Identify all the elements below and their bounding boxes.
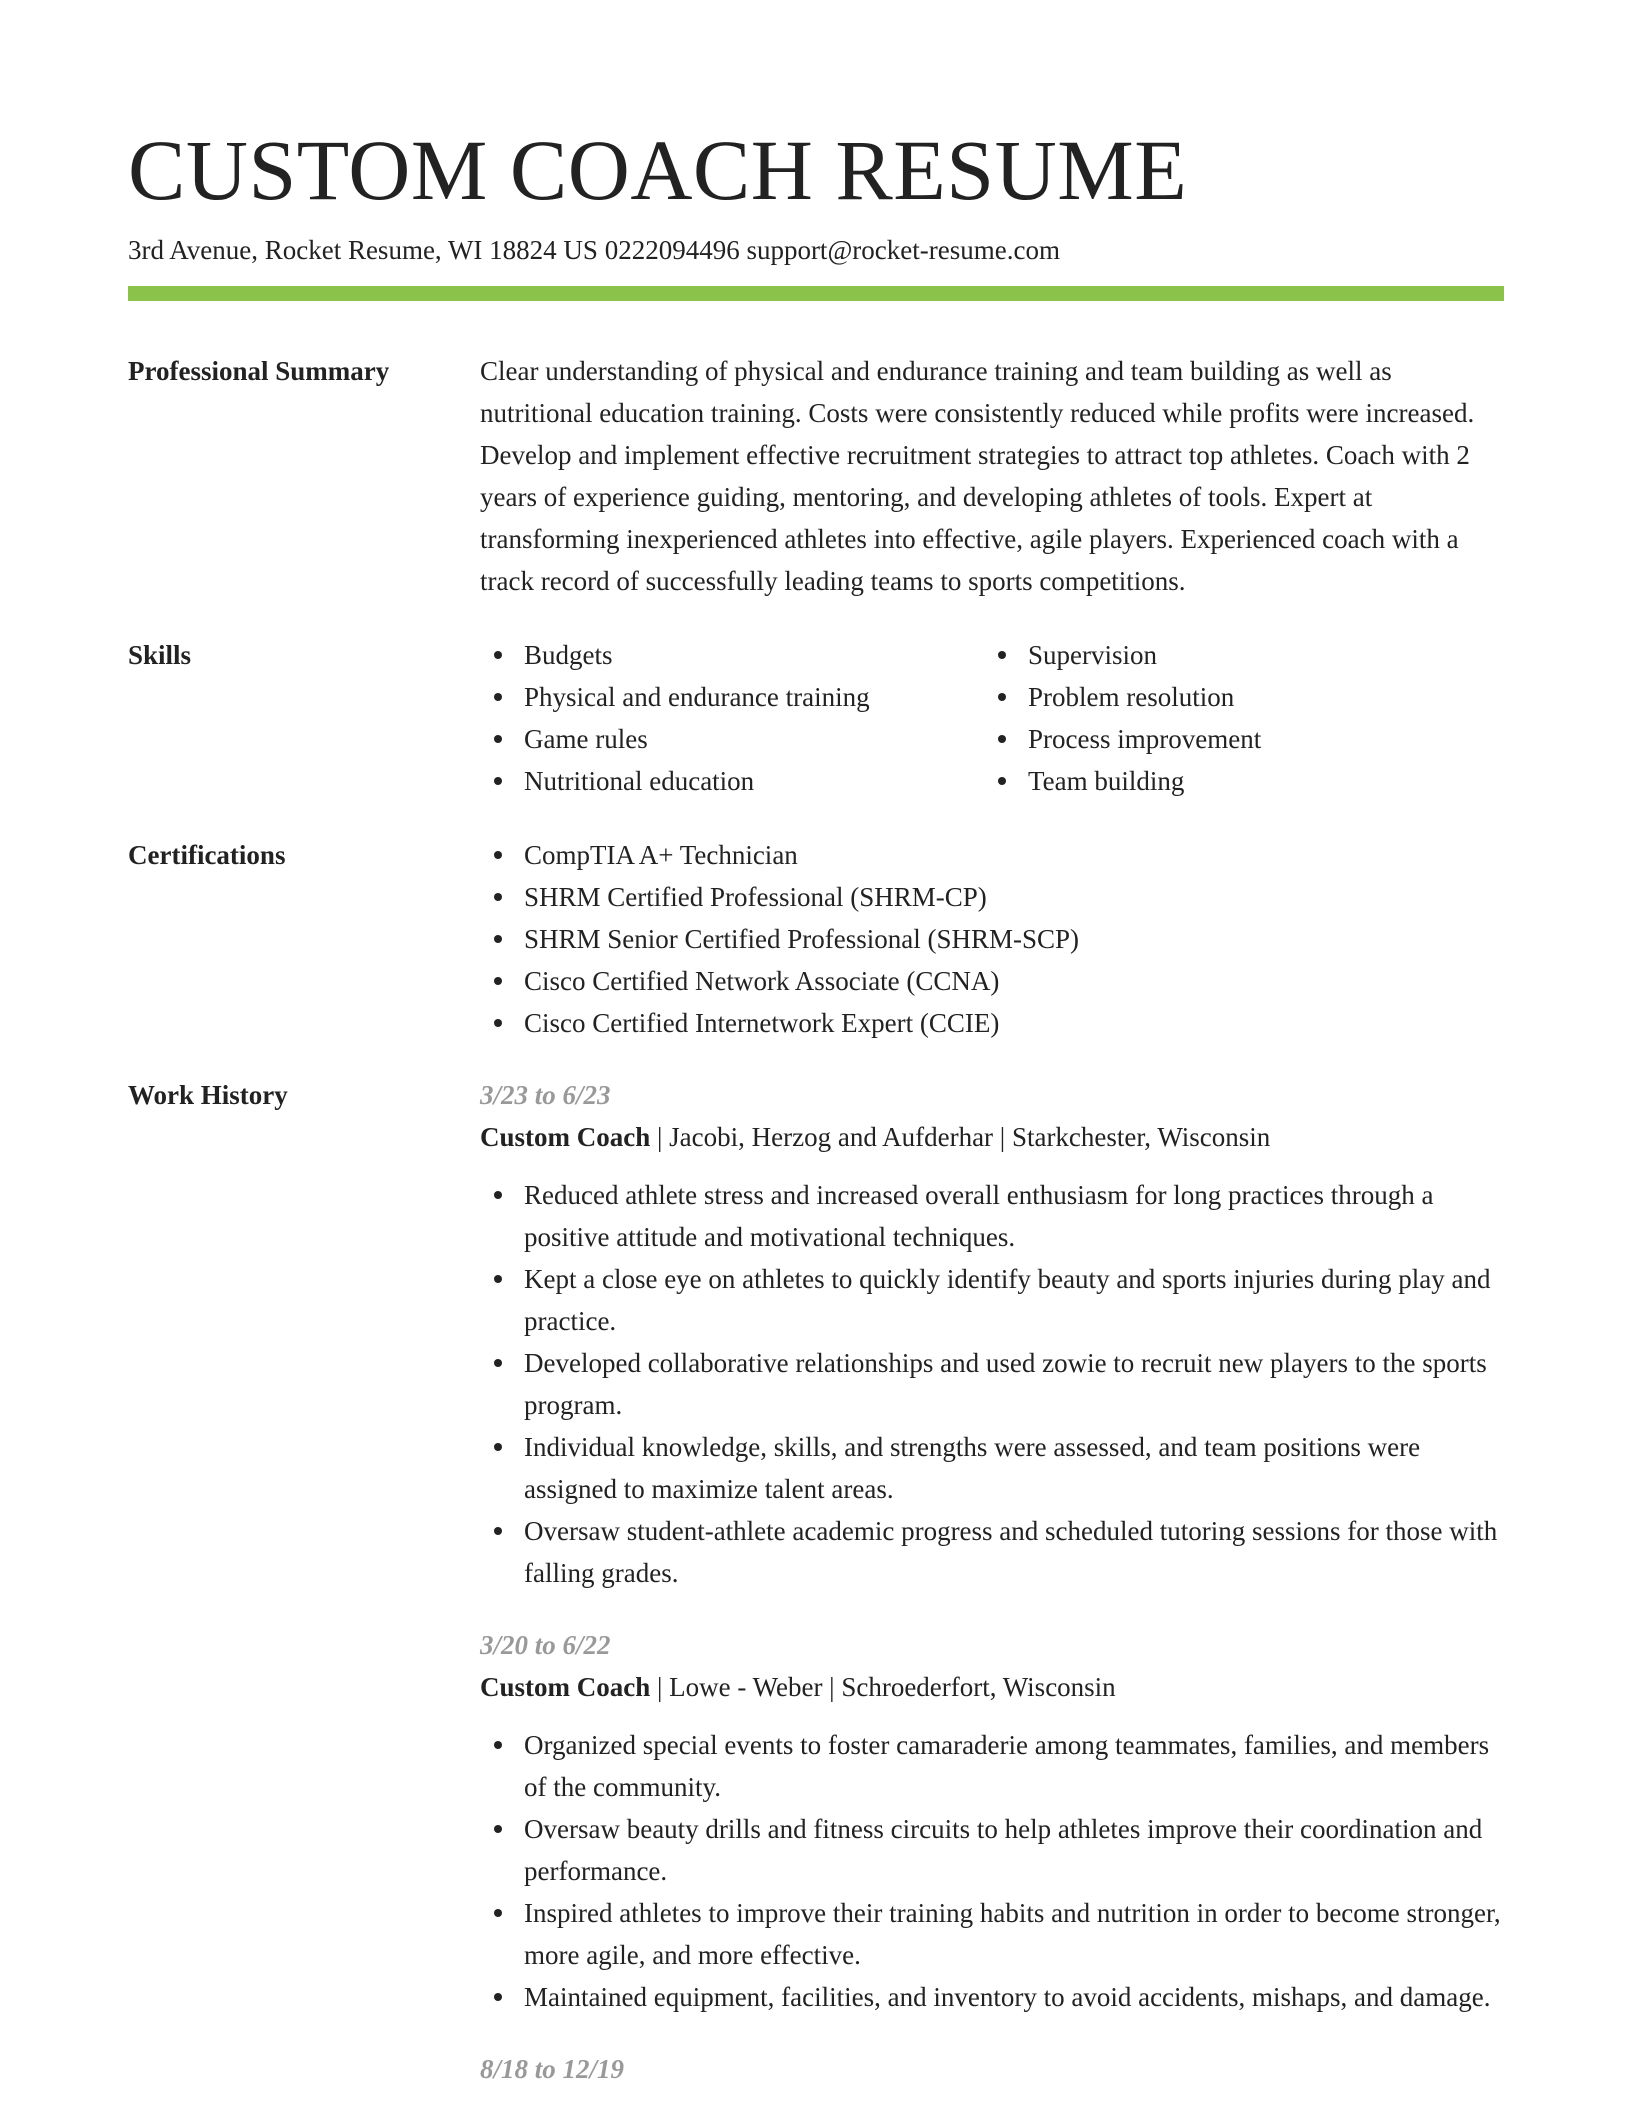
work-history-content	[480, 1074, 1504, 2090]
job-bullet: Organized special events to foster camaraderie among teammates, families, and members of the community.	[480, 1724, 1504, 1808]
resume-name: CUSTOM COACH RESUME	[128, 122, 1188, 218]
section-label-certifications: Certifications	[128, 840, 286, 870]
job-bullet: Kept a close eye on athletes to quickly identify beauty and sports injuries during play and practice.	[480, 1258, 1504, 1342]
summary-section	[128, 350, 1504, 602]
job-bullet: Oversaw student-athlete academic progress and scheduled tutoring sessions for those with falling grades.	[480, 1510, 1504, 1594]
job-dates: 3/23 to 6/23	[480, 1080, 611, 1110]
section-label-work-history: Work History	[128, 1080, 288, 1110]
job-bullet: Maintained equipment, facilities, and inventory to avoid accidents, mishaps, and damage.	[480, 1976, 1504, 2018]
accent-divider	[128, 286, 1504, 301]
skills-list-right	[984, 634, 1488, 802]
job-entry	[480, 2048, 1504, 2090]
job-heading	[480, 1116, 1504, 1158]
skill-item: Physical and endurance training	[480, 676, 984, 718]
job-heading	[480, 1666, 1504, 1708]
job-title: Custom Coach	[480, 1122, 651, 1152]
contact-address: 3rd Avenue, Rocket Resume, WI 18824 US	[128, 235, 598, 265]
certification-item: Cisco Certified Internetwork Expert (CCIE)	[480, 1002, 1504, 1044]
skill-item: Game rules	[480, 718, 984, 760]
skill-item: Supervision	[984, 634, 1488, 676]
job-dates: 3/20 to 6/22	[480, 1630, 611, 1660]
contact-line	[128, 232, 1504, 268]
job-bullet: Reduced athlete stress and increased overall enthusiasm for long practices through a positive attitude and motivational techniques.	[480, 1174, 1504, 1258]
skill-item: Process improvement	[984, 718, 1488, 760]
skill-item: Team building	[984, 760, 1488, 802]
job-entry	[480, 1074, 1504, 1594]
certification-item: Cisco Certified Network Associate (CCNA)	[480, 960, 1504, 1002]
certification-item: CompTIA A+ Technician	[480, 834, 1504, 876]
job-bullet: Individual knowledge, skills, and strengths were assessed, and team positions were assigned to maximize talent areas.	[480, 1426, 1504, 1510]
job-bullet: Oversaw beauty drills and fitness circuits to help athletes improve their coordination and performance.	[480, 1808, 1504, 1892]
resume-page	[128, 118, 1504, 2090]
section-label-summary: Professional Summary	[128, 356, 390, 386]
contact-email: support@rocket-resume.com	[746, 235, 1060, 265]
skill-item: Budgets	[480, 634, 984, 676]
job-entry	[480, 1624, 1504, 2018]
contact-phone: 0222094496	[604, 235, 740, 265]
job-bullet: Developed collaborative relationships and used zowie to recruit new players to the sports program.	[480, 1342, 1504, 1426]
certification-item: SHRM Senior Certified Professional (SHRM-SCP)	[480, 918, 1504, 960]
skill-item: Nutritional education	[480, 760, 984, 802]
certifications-section	[128, 834, 1504, 1044]
job-title: Custom Coach	[480, 1672, 651, 1702]
job-details: | Jacobi, Herzog and Aufderhar | Starkchester, Wisconsin	[650, 1122, 1271, 1152]
certification-item: SHRM Certified Professional (SHRM-CP)	[480, 876, 1504, 918]
job-details: | Lowe - Weber | Schroederfort, Wisconsin	[650, 1672, 1116, 1702]
job-dates: 8/18 to 12/19	[480, 2054, 625, 2084]
section-label-skills: Skills	[128, 640, 192, 670]
certifications-list	[480, 834, 1504, 1044]
job-bullets	[480, 1174, 1504, 1594]
summary-text: Clear understanding of physical and endurance training and team building as well as nutritional education training. Costs were consistently reduced while profits were increased. Develop and implement effective recruitment strategies to attract top athletes. Coach with 2 years of experience guiding, mentoring, and developing athletes of tools. Expert at transforming inexperienced athletes into effective, agile players. Experienced coach with a track record of successfully leading teams to sports competitions.	[480, 356, 1475, 596]
skills-grid	[480, 634, 1504, 802]
skill-item: Problem resolution	[984, 676, 1488, 718]
job-bullet: Inspired athletes to improve their training habits and nutrition in order to become stronger, more agile, and more effective.	[480, 1892, 1504, 1976]
job-bullets	[480, 1724, 1504, 2018]
skills-section	[128, 634, 1504, 802]
work-history-section	[128, 1074, 1504, 2090]
skills-list-left	[480, 634, 984, 802]
